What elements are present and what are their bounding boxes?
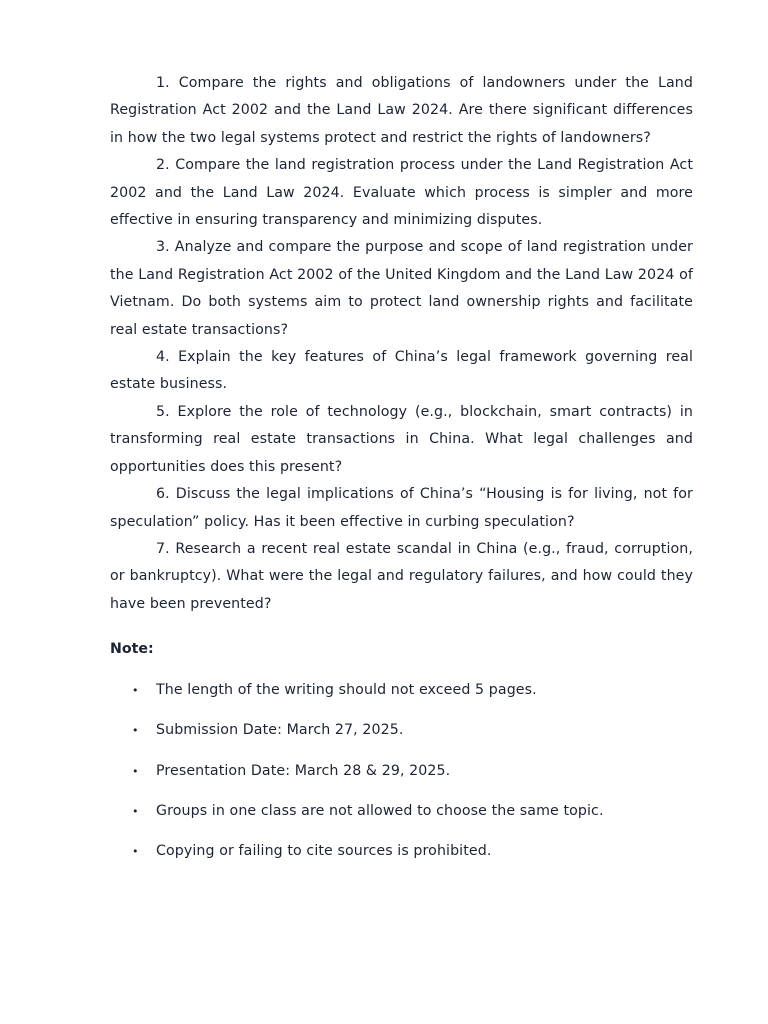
note-item-text: Groups in one class are not allowed to choose the same topic. [156,802,604,819]
question-list [110,70,693,618]
bullet-icon: • [132,764,139,778]
note-item-submission-date [110,717,693,744]
note-item-text: Copying or failing to cite sources is prohibited. [156,842,492,859]
question-4: 4. Explain the key features of China’s legal framework governing real estate business. [110,349,693,393]
bullet-icon: • [132,804,139,818]
question-7: 7. Research a recent real estate scandal in China (e.g., fraud, corruption, or bankruptcy). What were the legal and regulatory failures, and how could they have been prevented? [110,540,693,612]
note-list [110,677,693,865]
bullet-icon: • [132,724,139,738]
note-heading: Note: [110,641,154,658]
question-6: 6. Discuss the legal implications of China’s “Housing is for living, not for speculation” policy. Has it been effective in curbing speculation? [110,486,693,530]
bullet-icon: • [132,684,139,698]
question-3: 3. Analyze and compare the purpose and scope of land registration under the Land Registration Act 2002 of the United Kingdom and the Land Law 2024 of Vietnam. Do both systems aim to protect land ownership rights and facilitate real estate transactions? [110,239,693,338]
note-item-length [110,677,693,704]
question-2: 2. Compare the land registration process under the Land Registration Act 2002 and the Land Law 2024. Evaluate which process is simpler and more effective in ensuring transparency and minimizing disputes. [110,157,693,229]
note-item-text: The length of the writing should not exceed 5 pages. [156,682,537,699]
question-1: 1. Compare the rights and obligations of landowners under the Land Registration Act 2002 and the Land Law 2024. Are there significant differences in how the two legal systems protect and restrict the rights of landowners? [110,75,693,146]
note-item-presentation-date [110,758,693,785]
note-item-topic-rule [110,798,693,825]
note-item-text: Submission Date: March 27, 2025. [156,722,404,739]
document-page [110,70,693,878]
note-item-citation-rule [110,838,693,865]
note-item-text: Presentation Date: March 28 & 29, 2025. [156,762,451,779]
question-5: 5. Explore the role of technology (e.g., blockchain, smart contracts) in transforming real estate transactions in China. What legal challenges and opportunities does this present? [110,403,693,475]
bullet-icon: • [132,844,139,858]
